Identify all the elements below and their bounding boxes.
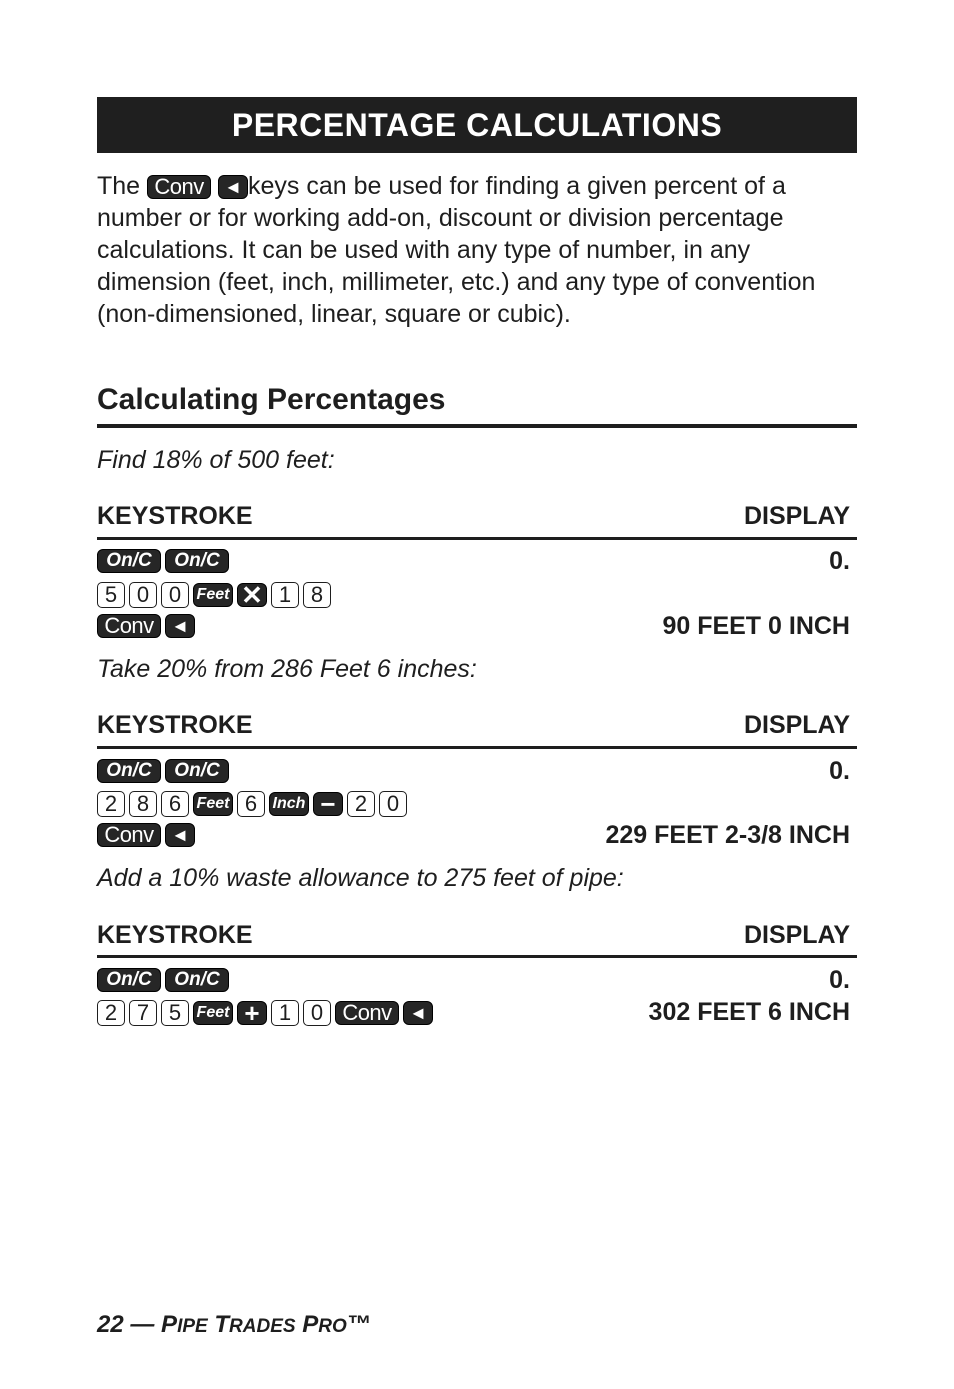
intro-line: (non-dimensioned, linear, square or cubic). [97,300,571,328]
feet-key-icon: Feet [193,1001,233,1025]
digit-key-icon: 5 [97,582,125,608]
display-header: DISPLAY [743,711,850,739]
digit-key-icon: 6 [237,791,265,817]
page-footer [97,1311,371,1339]
intro-line: calculations. It can be used with any type of number, in any [97,236,751,264]
keystroke-sequence [97,968,229,992]
conv-key-icon: Conv [335,1001,399,1025]
on-c-key-icon: On/C [97,549,161,573]
intro-line [97,170,857,202]
display-value: 229 FEET 2-3/8 INCH [605,821,850,849]
display-value: 0. [829,966,850,994]
on-c-key-icon: On/C [165,549,229,573]
keystroke-sequence [97,759,229,783]
percent-key-icon: ◄ [165,823,195,847]
title-bar [97,97,857,153]
digit-key-icon: 2 [97,1000,125,1026]
table-divider [97,537,857,540]
section-heading: Calculating Percentages [97,383,446,416]
percent-key-icon: ◄ [218,175,248,199]
display-value: 302 FEET 6 INCH [648,998,850,1026]
page-title: PERCENTAGE CALCULATIONS [231,106,723,143]
example-caption: Take 20% from 286 Feet 6 inches: [97,655,477,683]
intro-paragraph [97,170,857,330]
keystroke-row [97,821,857,851]
table-divider [97,955,857,958]
display-header: DISPLAY [743,921,850,949]
keystroke-sequence [97,614,195,638]
digit-key-icon: 8 [129,791,157,817]
display-value: 0. [829,547,850,575]
display-value: 90 FEET 0 INCH [662,612,850,640]
on-c-key-icon: On/C [97,759,161,783]
product-name: PIPE TRADES PRO™ [161,1311,371,1338]
minus-key-icon: − [313,792,343,816]
example-caption: Find 18% of 500 feet: [97,446,335,474]
multiply-key-icon: ✕ [237,583,267,607]
on-c-key-icon: On/C [165,759,229,783]
display-header: DISPLAY [743,502,850,530]
digit-key-icon: 0 [161,582,189,608]
feet-key-icon: Feet [193,583,233,607]
intro-line: dimension (feet, inch, millimeter, etc.) and any type of convention [97,268,816,296]
keystroke-row [97,580,857,610]
inch-key-icon: Inch [269,792,309,816]
digit-key-icon: 2 [97,791,125,817]
digit-key-icon: 0 [303,1000,331,1026]
on-c-key-icon: On/C [97,968,161,992]
keystroke-row [97,966,857,996]
keystroke-row [97,998,857,1028]
digit-key-icon: 0 [379,791,407,817]
conv-key-icon: Conv [97,614,161,638]
digit-key-icon: 2 [347,791,375,817]
keystroke-sequence [97,791,407,817]
intro-prefix: The [97,172,141,200]
keystroke-header: KEYSTROKE [97,711,253,739]
intro-line: number or for working add-on, discount or division percentage [97,204,784,232]
keystroke-sequence [97,823,195,847]
plus-key-icon: + [237,1001,267,1025]
keystroke-row [97,547,857,577]
digit-key-icon: 0 [129,582,157,608]
page-number: 22 — [97,1311,155,1338]
keystroke-sequence [97,1000,433,1026]
keystroke-header: KEYSTROKE [97,502,253,530]
keystroke-sequence [97,582,331,608]
digit-key-icon: 7 [129,1000,157,1026]
display-value: 0. [829,757,850,785]
keystroke-row [97,789,857,819]
feet-key-icon: Feet [193,792,233,816]
digit-key-icon: 5 [161,1000,189,1026]
digit-key-icon: 1 [271,582,299,608]
percent-key-icon: ◄ [165,614,195,638]
keystroke-row [97,757,857,787]
intro-line1: keys can be used for finding a given percent of a [248,172,786,200]
conv-key-icon: Conv [97,823,161,847]
example-caption: Add a 10% waste allowance to 275 feet of pipe: [97,864,624,892]
digit-key-icon: 6 [161,791,189,817]
conv-key-icon: Conv [147,175,211,199]
section-divider [97,424,857,428]
on-c-key-icon: On/C [165,968,229,992]
keystroke-header: KEYSTROKE [97,921,253,949]
keystroke-row [97,612,857,642]
percent-key-icon: ◄ [403,1001,433,1025]
keystroke-sequence [97,549,229,573]
digit-key-icon: 1 [271,1000,299,1026]
table-divider [97,746,857,749]
digit-key-icon: 8 [303,582,331,608]
